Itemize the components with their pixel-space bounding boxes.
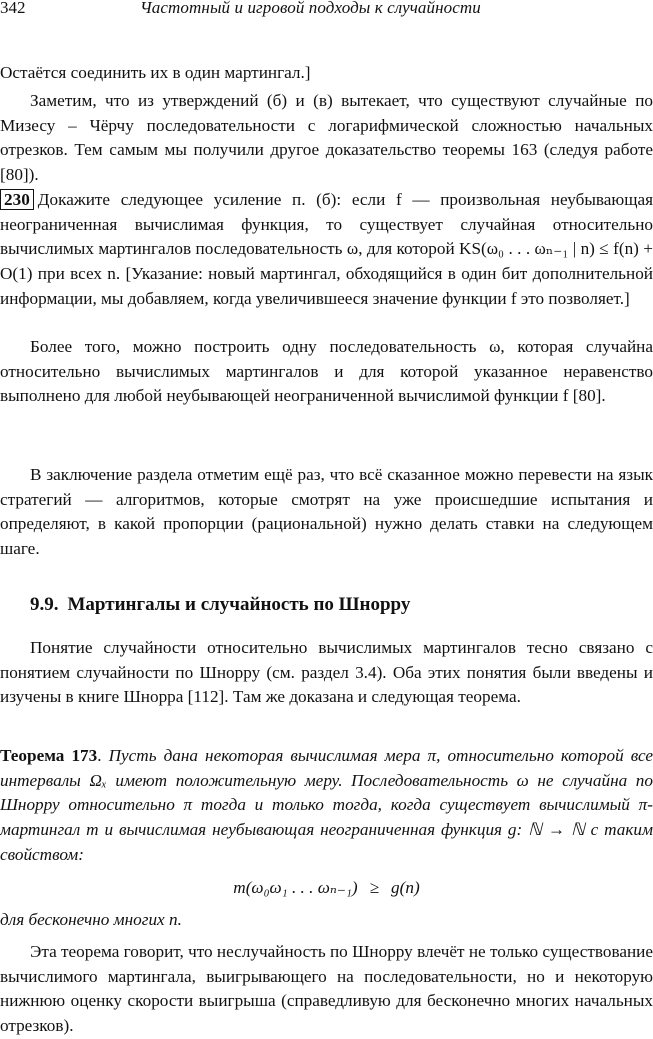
section-number: 9.9. — [30, 594, 59, 615]
formula-left: m(ω₀ω₁ . . . ωₙ₋₁) — [233, 878, 358, 897]
running-title: Частотный и игровой подходы к случайности — [140, 0, 481, 17]
theorem-label: Теорема 173 — [0, 746, 98, 765]
page-number: 342 — [0, 0, 26, 17]
running-header — [0, 0, 653, 22]
theorem-formula — [0, 876, 653, 901]
section-heading — [30, 593, 410, 618]
paragraph-mises-church: Заметим, что из утверждений (б) и (в) вытекает, что существуют случайные по Мизесу – Чёрчу последовательности с логарифмической сложностью начальных отрезков. Тем самым мы получили другое доказательство теоремы 163 (следуя работе [80]). — [0, 91, 653, 185]
paragraph-continuation: Остаётся соединить их в один мартингал.] — [0, 63, 311, 82]
theorem-body: Пусть дана некоторая вычислимая мера π, относительно которой все интервалы Ωₓ имеют положительную меру. Последовательность ω не случайна по Шнорру относительно π тогда и только тогда, когда существует вычислимый π-мартингал m и вычислимая неубывающая неограниченная функция g: ℕ → ℕ с таким свойством: — [0, 746, 653, 864]
paragraph-theorem-comment: Эта теорема говорит, что неслучайность по Шнорру влечёт не только существование вычислимого мартингала, выигрывающего на последовательности, но и некоторую нижнюю оценку скорости выигрыша (справедливую для бесконечно многих начальных отрезков). — [0, 942, 653, 1036]
paragraph-conclusion: В заключение раздела отметим ещё раз, что всё сказанное можно перевести на язык стратегий — алгоритмов, которые смотрят на уже происшедшие испытания и определяют, в какой пропорции (рациональной) нужно делать ставки на следующем шаге. — [0, 465, 653, 559]
theorem-173: Теорема 173. Пусть дана некоторая вычислимая мера π, относительно которой все интервалы Ωₓ имеют положительную меру. Последовательность ω не случайна по Шнорру относительно π тогда и только тогда, когда существует вычислимый π-мартингал m и вычислимая неубывающая неограниченная функция g: ℕ → ℕ с таким свойством: — [0, 746, 653, 864]
exercise-text: Докажите следующее усиление п. (б): если f — произвольная неубывающая неограниченная вычислимая функция, то существует случайная относительно вычислимых мартингалов последовательность ω, для которой KS(ω₀ . . . ωₙ₋₁ | n) ≤ f(n) + O(1) при всех n. [Указание: новый мартингал, обходящийся в один бит дополнительной информации, мы добавляем, когда увеличившееся значение функции f это позволяет.] — [0, 190, 653, 308]
paragraph-moreover: Более того, можно построить одну последовательность ω, которая случайна относительно вычислимых мартингалов и для которой указанное неравенство выполнено для любой неубывающей неограниченной вычислимой функции f [80]. — [0, 337, 653, 406]
formula-right: g(n) — [391, 878, 420, 897]
section-title: Мартингалы и случайность по Шнорру — [67, 594, 411, 615]
exercise-230 — [0, 188, 653, 312]
exercise-number-box: 230 — [0, 189, 34, 210]
paragraph-schnorr-intro: Понятие случайности относительно вычислимых мартингалов тесно связано с понятием случайности по Шнорру (см. раздел 3.4). Оба этих понятия были введены и изучены в книге Шнорра [112]. Там же доказана и следующая теорема. — [0, 638, 653, 707]
formula-relation: ≥ — [369, 878, 380, 897]
theorem-tail: для бесконечно многих n. — [0, 910, 182, 929]
